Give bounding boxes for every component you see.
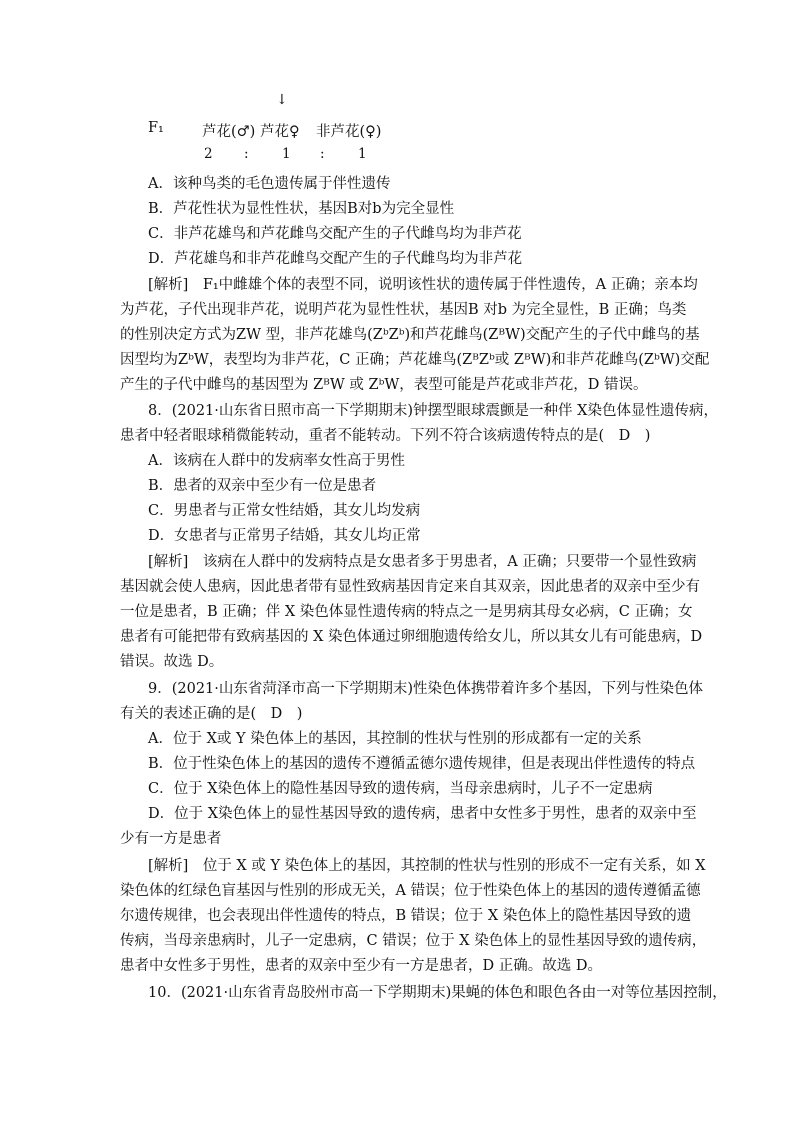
q9-analysis-line: [解析] 位于 X 或 Y 染色体上的基因，其控制的性状与性别的形成不一定有关系，如 X [148, 858, 706, 874]
q8-analysis-line: 基因就会使人患病，因此患者带有显性致病基因肯定来自其双亲，因此患者的双亲中至少有 [120, 579, 700, 595]
q7-analysis-line: 的性别决定方式为ZW 型，非芦花雄鸟(ZᵇZᵇ)和芦花雌鸟(ZᴮW)交配产生的子代中雌鸟的基 [120, 327, 700, 343]
q8-analysis-line: 错误。故选 D。 [120, 654, 224, 670]
q9-analysis-line: 患者中女性多于男性，患者的双亲中至少有一方是患者，D 正确。故选 D。 [120, 958, 602, 974]
q9-option-b: B．位于性染色体上的基因的遗传不遵循孟德尔遗传规律，但是表现出伴性遗传的特点 [148, 756, 696, 772]
q9-analysis-line: 染色体的红绿色盲基因与性别的形成无关，A 错误；位于性染色体上的基因的遗传遵循孟德 [120, 883, 701, 899]
q8-option-d: D．女患者与正常男子结婚，其女儿均正常 [148, 528, 421, 544]
cross-arrow: ↓ [276, 92, 288, 108]
q8-option-b: B．患者的双亲中至少有一位是患者 [148, 478, 377, 494]
q7-analysis-line: [解析] F₁中雌雄个体的表型不同，说明该性状的遗传属于伴性遗传，A 正确；亲本均 [148, 277, 698, 293]
f1-item-3: 非芦花(♀) [316, 124, 382, 140]
q7-analysis-line: 为芦花，子代出现非芦花，说明芦花为显性性状，基因B 对b 为完全显性，B 正确；鸟类 [120, 302, 687, 318]
q8-stem-line: 患者中轻者眼球稍微能转动，重者不能转动。下列不符合该病遗传特点的是( D ) [120, 428, 651, 444]
q8-analysis-line: [解析] 该病在人群中的发病特点是女患者多于男患者，A 正确；只要带一个显性致病 [148, 554, 697, 570]
q10-stem-line: 10．(2021·山东省青岛胶州市高一下学期期末)果蝇的体色和眼色各由一对等位基因控制， [148, 985, 727, 1001]
q8-analysis-line: 患者有可能把带有致病基因的 X 染色体通过卵细胞遗传给女儿，所以其女儿有可能患病，D [120, 629, 703, 645]
q8-option-a: A．该病在人群中的发病率女性高于男性 [148, 453, 405, 469]
f1-item-2: 芦花♀ [260, 124, 300, 140]
q7-option-a: A．该种鸟类的毛色遗传属于伴性遗传 [148, 176, 391, 192]
q9-analysis-line: 传病，当母亲患病时，儿子一定患病，C 错误；位于 X 染色体上的显性基因导致的遗传病， [120, 933, 707, 949]
q7-analysis-line: 产生的子代中雌鸟的基因型为 ZᴮW 或 ZᵇW，表型可能是芦花或非芦花，D 错误。 [120, 377, 648, 393]
q8-stem-line: 8．(2021·山东省日照市高一下学期期末)钟摆型眼球震颤是一种伴 X染色体显性遗传病， [148, 403, 718, 419]
ratio-value: 1 [282, 146, 291, 162]
q7-option-d: D．芦花雄鸟和非芦花雌鸟交配产生的子代雌鸟均为非芦花 [148, 251, 523, 267]
q7-option-c: C．非芦花雄鸟和芦花雌鸟交配产生的子代雌鸟均为非芦花 [148, 226, 522, 242]
q9-analysis-line: 尔遗传规律，也会表现出伴性遗传的特点，B 错误；位于 X 染色体上的隐性基因导致的遗 [120, 908, 692, 924]
q9-option-d-cont: 少有一方是患者 [120, 831, 222, 847]
f1-item-1: 芦花(♂) [202, 124, 256, 140]
q8-option-c: C．男患者与正常女性结婚，其女儿均发病 [148, 503, 421, 519]
ratio-value: 1 [358, 146, 367, 162]
q8-analysis-line: 一位是患者，B 正确；伴 X 染色体显性遗传病的特点之一是男病其母女必病，C 正确；女 [120, 604, 693, 620]
q7-analysis-line: 因型均为ZᵇW，表型均为非芦花，C 正确；芦花雄鸟(ZᴮZᵇ或 ZᴮW)和非芦花雌鸟(ZᵇW)交配 [120, 352, 710, 368]
q9-stem-line: 有关的表述正确的是( D ) [120, 706, 303, 722]
q9-stem-line: 9．(2021·山东省菏泽市高一下学期期末)性染色体携带着许多个基因，下列与性染色体 [148, 681, 704, 697]
q7-option-b: B．芦花性状为显性性状，基因B对b为完全显性 [148, 201, 455, 217]
ratio-value: 2 [204, 146, 213, 162]
ratio-colon: : [244, 146, 249, 162]
f1-label: F₁ [148, 120, 164, 136]
ratio-colon: : [320, 146, 325, 162]
q9-option-d: D．位于 X染色体上的显性基因导致的遗传病，患者中女性多于男性，患者的双亲中至 [148, 806, 697, 822]
q9-option-c: C．位于 X染色体上的隐性基因导致的遗传病，当母亲患病时，儿子不一定患病 [148, 781, 653, 797]
q9-option-a: A．位于 X或 Y 染色体上的基因，其控制的性状与性别的形成都有一定的关系 [148, 731, 642, 747]
